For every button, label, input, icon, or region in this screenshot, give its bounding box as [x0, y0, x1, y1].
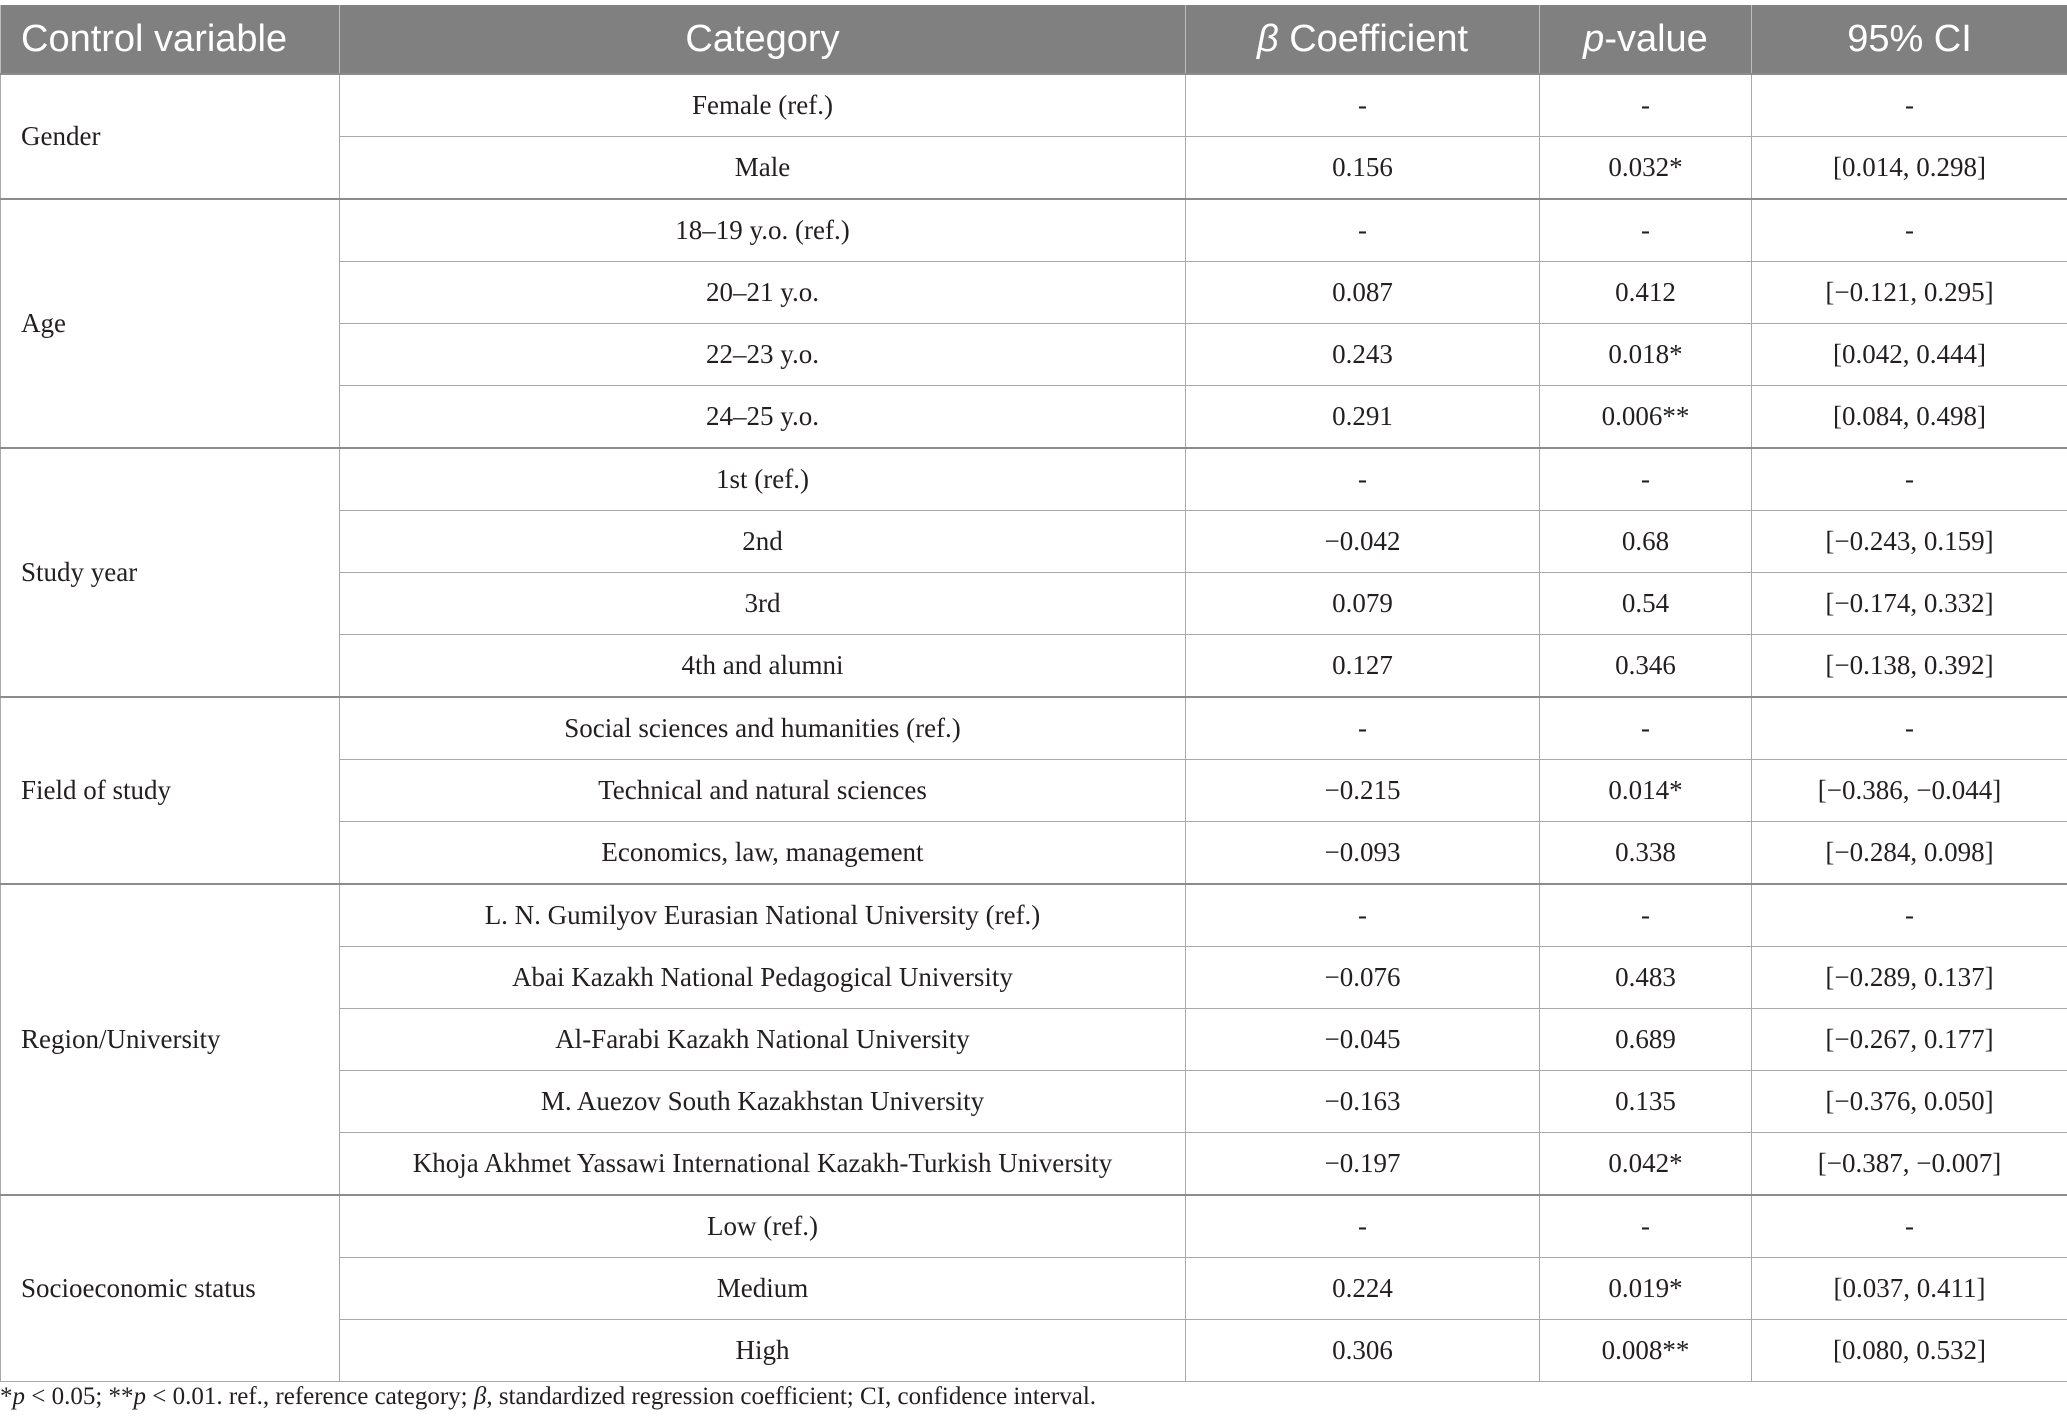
p-value-cell: 0.032* [1540, 137, 1752, 200]
header-p-label: -value [1604, 17, 1708, 60]
table-body [1, 74, 2067, 1382]
control-variable-cell: Gender [1, 74, 340, 199]
control-variable-cell: Study year [1, 448, 340, 697]
beta-cell: −0.042 [1186, 511, 1540, 573]
control-variable-cell: Region/University [1, 884, 340, 1195]
p-value-cell: 0.54 [1540, 573, 1752, 635]
category-cell: 20–21 y.o. [340, 262, 1186, 324]
ci-cell: [−0.284, 0.098] [1752, 822, 2067, 885]
ci-cell: [−0.267, 0.177] [1752, 1009, 2067, 1071]
header-p-symbol: p [1583, 17, 1605, 60]
ci-cell: [0.042, 0.444] [1752, 324, 2067, 386]
table-row [1, 74, 2067, 137]
category-cell: 18–19 y.o. (ref.) [340, 199, 1186, 262]
footnote-p-symbol-2: p [133, 1383, 147, 1410]
ci-cell: [0.014, 0.298] [1752, 137, 2067, 200]
beta-cell: −0.045 [1186, 1009, 1540, 1071]
ci-cell: [−0.243, 0.159] [1752, 511, 2067, 573]
ci-cell: [−0.138, 0.392] [1752, 635, 2067, 698]
header-p-value [1540, 5, 1752, 74]
p-value-cell: 0.135 [1540, 1071, 1752, 1133]
category-cell: Social sciences and humanities (ref.) [340, 697, 1186, 760]
beta-cell: 0.079 [1186, 573, 1540, 635]
beta-cell: −0.215 [1186, 760, 1540, 822]
p-value-cell: - [1540, 697, 1752, 760]
beta-cell: −0.163 [1186, 1071, 1540, 1133]
header-beta-label: Coefficient [1278, 17, 1469, 60]
beta-cell: - [1186, 884, 1540, 947]
ci-cell: - [1752, 1195, 2067, 1258]
beta-cell: 0.156 [1186, 137, 1540, 200]
category-cell: Economics, law, management [340, 822, 1186, 885]
beta-cell: 0.087 [1186, 262, 1540, 324]
category-cell: L. N. Gumilyov Eurasian National University (ref.) [340, 884, 1186, 947]
table-footnote [0, 1383, 1096, 1411]
header-ci: 95% CI [1752, 5, 2067, 74]
category-cell: Technical and natural sciences [340, 760, 1186, 822]
footnote-p-symbol-1: p [12, 1383, 25, 1410]
p-value-cell: 0.689 [1540, 1009, 1752, 1071]
beta-cell: - [1186, 74, 1540, 137]
category-cell: Male [340, 137, 1186, 200]
control-variable-cell: Field of study [1, 697, 340, 884]
p-value-cell: 0.042* [1540, 1133, 1752, 1196]
category-cell: Medium [340, 1258, 1186, 1320]
beta-cell: 0.291 [1186, 386, 1540, 449]
p-value-cell: 0.018* [1540, 324, 1752, 386]
p-value-cell: 0.008** [1540, 1320, 1752, 1382]
p-value-cell: 0.019* [1540, 1258, 1752, 1320]
category-cell: Al-Farabi Kazakh National University [340, 1009, 1186, 1071]
footnote-beta-symbol: β [473, 1383, 487, 1410]
beta-cell: 0.243 [1186, 324, 1540, 386]
control-variable-cell: Age [1, 199, 340, 448]
category-cell: 2nd [340, 511, 1186, 573]
category-cell: Abai Kazakh National Pedagogical University [340, 947, 1186, 1009]
category-cell: Low (ref.) [340, 1195, 1186, 1258]
table-row [1, 199, 2067, 262]
p-value-cell: 0.338 [1540, 822, 1752, 885]
p-value-cell: 0.346 [1540, 635, 1752, 698]
p-value-cell: 0.412 [1540, 262, 1752, 324]
ci-cell: [−0.289, 0.137] [1752, 947, 2067, 1009]
header-beta-coefficient [1186, 5, 1540, 74]
p-value-cell: 0.483 [1540, 947, 1752, 1009]
category-cell: Khoja Akhmet Yassawi International Kazakh-Turkish University [340, 1133, 1186, 1196]
footnote-text-2: < 0.01. ref., reference category; [146, 1383, 474, 1410]
table-row [1, 448, 2067, 511]
regression-table [0, 5, 2067, 1382]
ci-cell: [0.084, 0.498] [1752, 386, 2067, 449]
beta-cell: 0.127 [1186, 635, 1540, 698]
regression-table-container [0, 5, 2067, 1382]
ci-cell: - [1752, 74, 2067, 137]
category-cell: 22–23 y.o. [340, 324, 1186, 386]
beta-cell: - [1186, 1195, 1540, 1258]
category-cell: 3rd [340, 573, 1186, 635]
ci-cell: [−0.376, 0.050] [1752, 1071, 2067, 1133]
p-value-cell: 0.006** [1540, 386, 1752, 449]
header-control-variable: Control variable [1, 5, 340, 74]
p-value-cell: 0.68 [1540, 511, 1752, 573]
footnote-star: * [0, 1383, 13, 1410]
p-value-cell: - [1540, 884, 1752, 947]
ci-cell: [−0.387, −0.007] [1752, 1133, 2067, 1196]
beta-cell: - [1186, 199, 1540, 262]
category-cell: Female (ref.) [340, 74, 1186, 137]
table-row [1, 884, 2067, 947]
category-cell: 4th and alumni [340, 635, 1186, 698]
beta-cell: 0.224 [1186, 1258, 1540, 1320]
ci-cell: [−0.174, 0.332] [1752, 573, 2067, 635]
category-cell: 1st (ref.) [340, 448, 1186, 511]
p-value-cell: - [1540, 74, 1752, 137]
ci-cell: [0.037, 0.411] [1752, 1258, 2067, 1320]
p-value-cell: 0.014* [1540, 760, 1752, 822]
p-value-cell: - [1540, 199, 1752, 262]
beta-cell: 0.306 [1186, 1320, 1540, 1382]
ci-cell: - [1752, 697, 2067, 760]
table-row [1, 697, 2067, 760]
ci-cell: - [1752, 884, 2067, 947]
beta-cell: - [1186, 448, 1540, 511]
p-value-cell: - [1540, 1195, 1752, 1258]
beta-cell: - [1186, 697, 1540, 760]
p-value-cell: - [1540, 448, 1752, 511]
header-row [1, 5, 2067, 74]
beta-cell: −0.093 [1186, 822, 1540, 885]
category-cell: 24–25 y.o. [340, 386, 1186, 449]
ci-cell: [−0.121, 0.295] [1752, 262, 2067, 324]
ci-cell: - [1752, 199, 2067, 262]
ci-cell: [−0.386, −0.044] [1752, 760, 2067, 822]
ci-cell: [0.080, 0.532] [1752, 1320, 2067, 1382]
beta-cell: −0.197 [1186, 1133, 1540, 1196]
footnote-text-1: < 0.05; ** [25, 1383, 134, 1410]
header-beta-symbol: β [1256, 17, 1279, 60]
header-category: Category [340, 5, 1186, 74]
ci-cell: - [1752, 448, 2067, 511]
beta-cell: −0.076 [1186, 947, 1540, 1009]
category-cell: High [340, 1320, 1186, 1382]
category-cell: M. Auezov South Kazakhstan University [340, 1071, 1186, 1133]
control-variable-cell: Socioeconomic status [1, 1195, 340, 1382]
footnote-text-3: , standardized regression coefficient; CI, confidence interval. [486, 1383, 1097, 1410]
table-row [1, 1195, 2067, 1258]
